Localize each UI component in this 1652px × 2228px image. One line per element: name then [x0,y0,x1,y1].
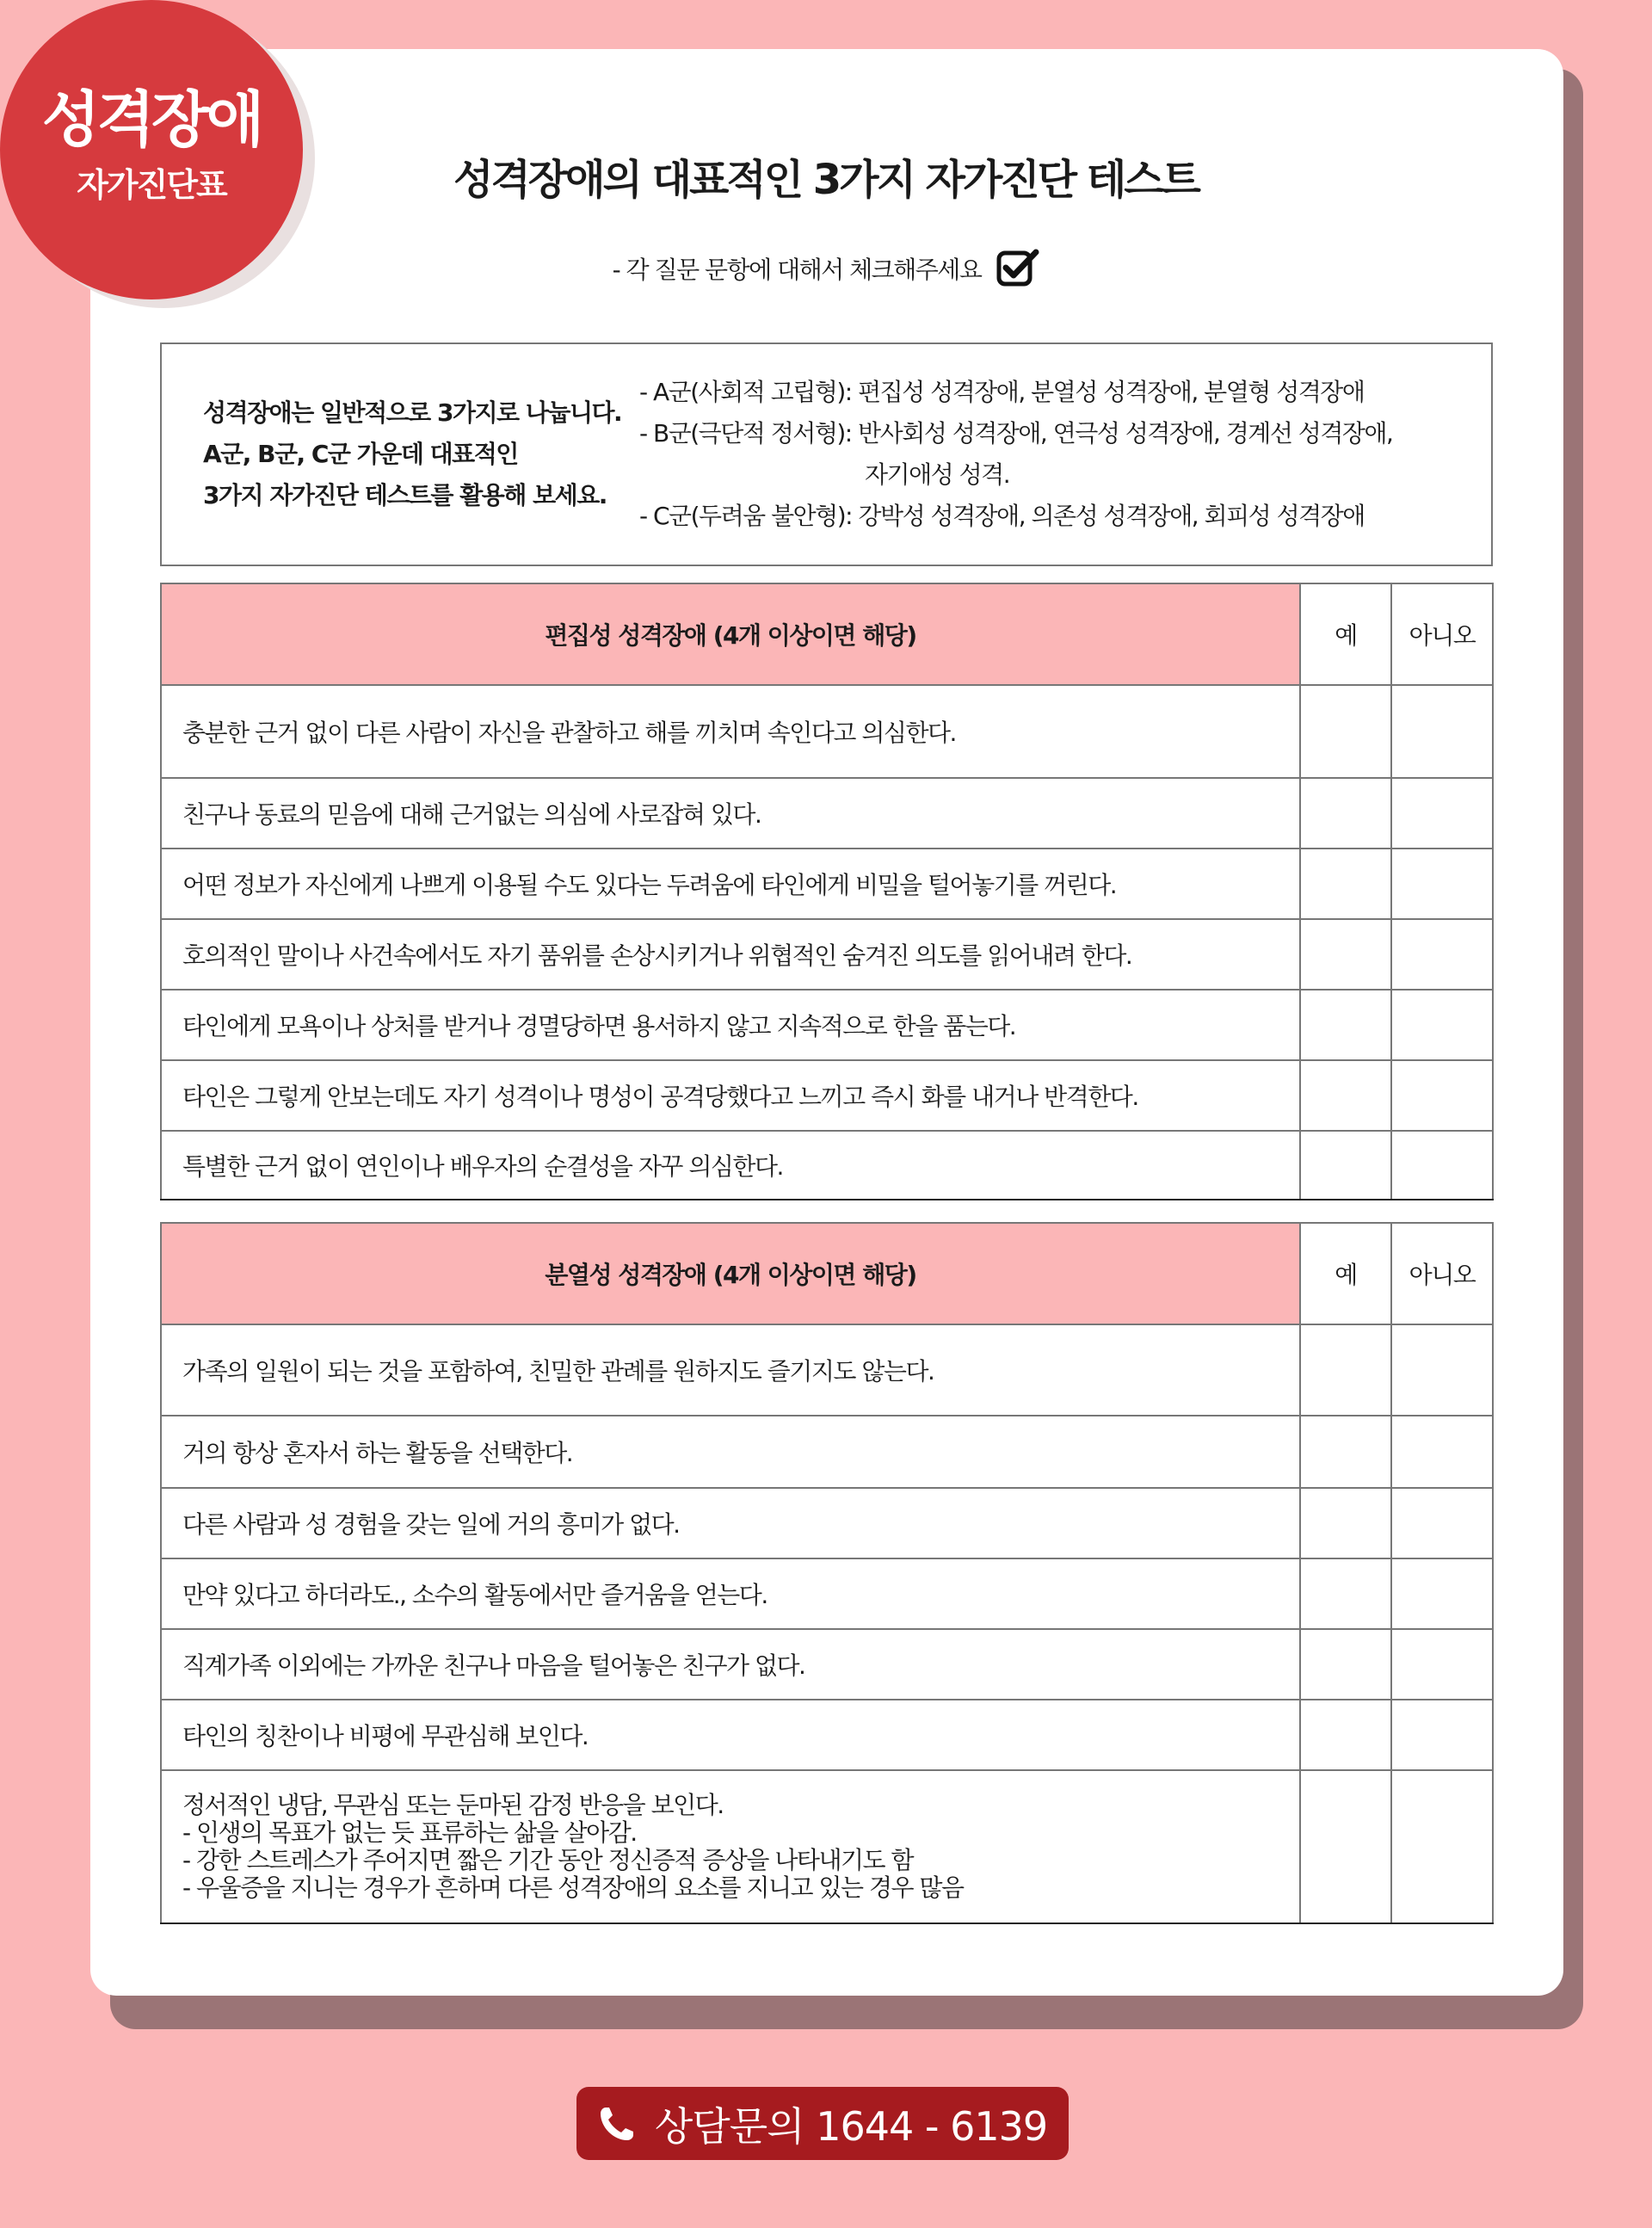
table-row [161,1131,1493,1200]
yes-checkbox[interactable] [1300,1700,1391,1770]
question-text: 충분한 근거 없이 다른 사람이 자신을 관찰하고 해를 끼치며 속인다고 의심한다. [161,685,1300,778]
no-checkbox[interactable] [1391,1324,1493,1416]
yes-checkbox[interactable] [1300,1629,1391,1700]
question-text: 친구나 동료의 믿음에 대해 근거없는 의심에 사로잡혀 있다. [161,778,1300,849]
yes-column-header: 예 [1300,1223,1391,1324]
yes-checkbox[interactable] [1300,849,1391,919]
yes-column-header: 예 [1300,583,1391,685]
yes-checkbox[interactable] [1300,1131,1391,1200]
question-text-multiline [161,1770,1300,1923]
category-b: - B군(극단적 정서형): 반사회성 성격장애, 연극성 성격장애, 경계선 성격장애, [639,419,1393,447]
contact-button[interactable] [576,2087,1069,2160]
no-checkbox[interactable] [1391,1488,1493,1558]
paranoid-test-table [160,583,1494,1200]
question-text: 직계가족 이외에는 가까운 친구나 마음을 털어놓은 친구가 없다. [161,1629,1300,1700]
question-text: 호의적인 말이나 사건속에서도 자기 품위를 손상시키거나 위협적인 숨겨진 의도를 읽어내려 한다. [161,919,1300,990]
table-row [161,1488,1493,1558]
intro-summary-line: 성격장애는 일반적으로 3가지로 나눕니다. [203,398,622,427]
table-row [161,685,1493,778]
table-row [161,1416,1493,1488]
table-row [161,849,1493,919]
paranoid-header: 편집성 성격장애 (4개 이상이면 해당) [161,583,1300,685]
question-line: - 우울증을 지니는 경우가 흔하며 다른 성격장애의 요소를 지니고 있는 경우 많음 [182,1873,964,1902]
question-text: 다른 사람과 성 경험을 갖는 일에 거의 흥미가 없다. [161,1488,1300,1558]
question-text: 타인에게 모욕이나 상처를 받거나 경멸당하면 용서하지 않고 지속적으로 한을 품는다. [161,990,1300,1060]
checkbox-checked-icon [996,248,1039,289]
question-line: - 강한 스트레스가 주어지면 짧은 기간 동안 정신증적 증상을 나타내기도 함 [182,1846,914,1874]
no-checkbox[interactable] [1391,1629,1493,1700]
category-a: - A군(사회적 고립형): 편집성 성격장애, 분열성 성격장애, 분열형 성격장애 [639,378,1365,406]
instruction-line [0,248,1652,289]
no-checkbox[interactable] [1391,849,1493,919]
page-title: 성격장애의 대표적인 3가지 자가진단 테스트 [453,156,1199,204]
yes-checkbox[interactable] [1300,685,1391,778]
question-text: 만약 있다고 하더라도., 소수의 활동에서만 즐거움을 얻는다. [161,1558,1300,1629]
no-checkbox[interactable] [1391,1131,1493,1200]
no-checkbox[interactable] [1391,990,1493,1060]
table-row [161,1558,1493,1629]
category-b-continued: 자기애성 성격. [865,460,1010,489]
table-row [161,990,1493,1060]
table-row [161,1629,1493,1700]
category-c: - C군(두려움 불안형): 강박성 성격장애, 의존성 성격장애, 회피성 성격장애 [639,502,1365,530]
yes-checkbox[interactable] [1300,1770,1391,1923]
no-checkbox[interactable] [1391,919,1493,990]
question-text: 어떤 정보가 자신에게 나쁘게 이용될 수도 있다는 두려움에 타인에게 비밀을 털어놓기를 꺼린다. [161,849,1300,919]
yes-checkbox[interactable] [1300,1060,1391,1131]
question-text: 타인의 칭찬이나 비평에 무관심해 보인다. [161,1700,1300,1770]
yes-checkbox[interactable] [1300,1558,1391,1629]
no-checkbox[interactable] [1391,1558,1493,1629]
schizoid-test-table [160,1222,1494,1924]
intro-summary [162,392,639,516]
no-checkbox[interactable] [1391,1770,1493,1923]
no-column-header: 아니오 [1391,1223,1493,1324]
no-checkbox[interactable] [1391,685,1493,778]
phone-icon [598,2105,636,2143]
yes-checkbox[interactable] [1300,1488,1391,1558]
intro-summary-line: 3가지 자가진단 테스트를 활용해 보세요. [203,481,607,509]
intro-summary-line: A군, B군, C군 가운데 대표적인 [203,440,518,468]
yes-checkbox[interactable] [1300,1416,1391,1488]
table-row [161,919,1493,990]
question-text: 타인은 그렇게 안보는데도 자기 성격이나 명성이 공격당했다고 느끼고 즉시 화를 내거나 반격한다. [161,1060,1300,1131]
question-text: 특별한 근거 없이 연인이나 배우자의 순결성을 자꾸 의심한다. [161,1131,1300,1200]
intro-box [160,343,1493,566]
table-row [161,1770,1493,1923]
table-row [161,1700,1493,1770]
yes-checkbox[interactable] [1300,990,1391,1060]
table-row [161,1060,1493,1131]
no-checkbox[interactable] [1391,1416,1493,1488]
no-column-header: 아니오 [1391,583,1493,685]
instruction-text: - 각 질문 문항에 대해서 체크해주세요 [612,256,982,284]
question-text: 거의 항상 혼자서 하는 활동을 선택한다. [161,1416,1300,1488]
question-text: 가족의 일원이 되는 것을 포함하여, 친밀한 관례를 원하지도 즐기지도 않는다. [161,1324,1300,1416]
question-line: 정서적인 냉담, 무관심 또는 둔마된 감정 반응을 보인다. [182,1791,724,1819]
yes-checkbox[interactable] [1300,1324,1391,1416]
badge-subtitle: 자가진단표 [77,165,226,204]
yes-checkbox[interactable] [1300,919,1391,990]
question-line: - 인생의 목표가 없는 듯 표류하는 삶을 살아감. [182,1818,637,1847]
table-row [161,778,1493,849]
no-checkbox[interactable] [1391,1700,1493,1770]
badge-title: 성격장애 [41,84,262,156]
yes-checkbox[interactable] [1300,778,1391,849]
contact-label: 상담문의 1644 - 6139 [654,2102,1048,2150]
no-checkbox[interactable] [1391,778,1493,849]
intro-categories [639,372,1392,537]
no-checkbox[interactable] [1391,1060,1493,1131]
schizoid-header: 분열성 성격장애 (4개 이상이면 해당) [161,1223,1300,1324]
table-row [161,1324,1493,1416]
